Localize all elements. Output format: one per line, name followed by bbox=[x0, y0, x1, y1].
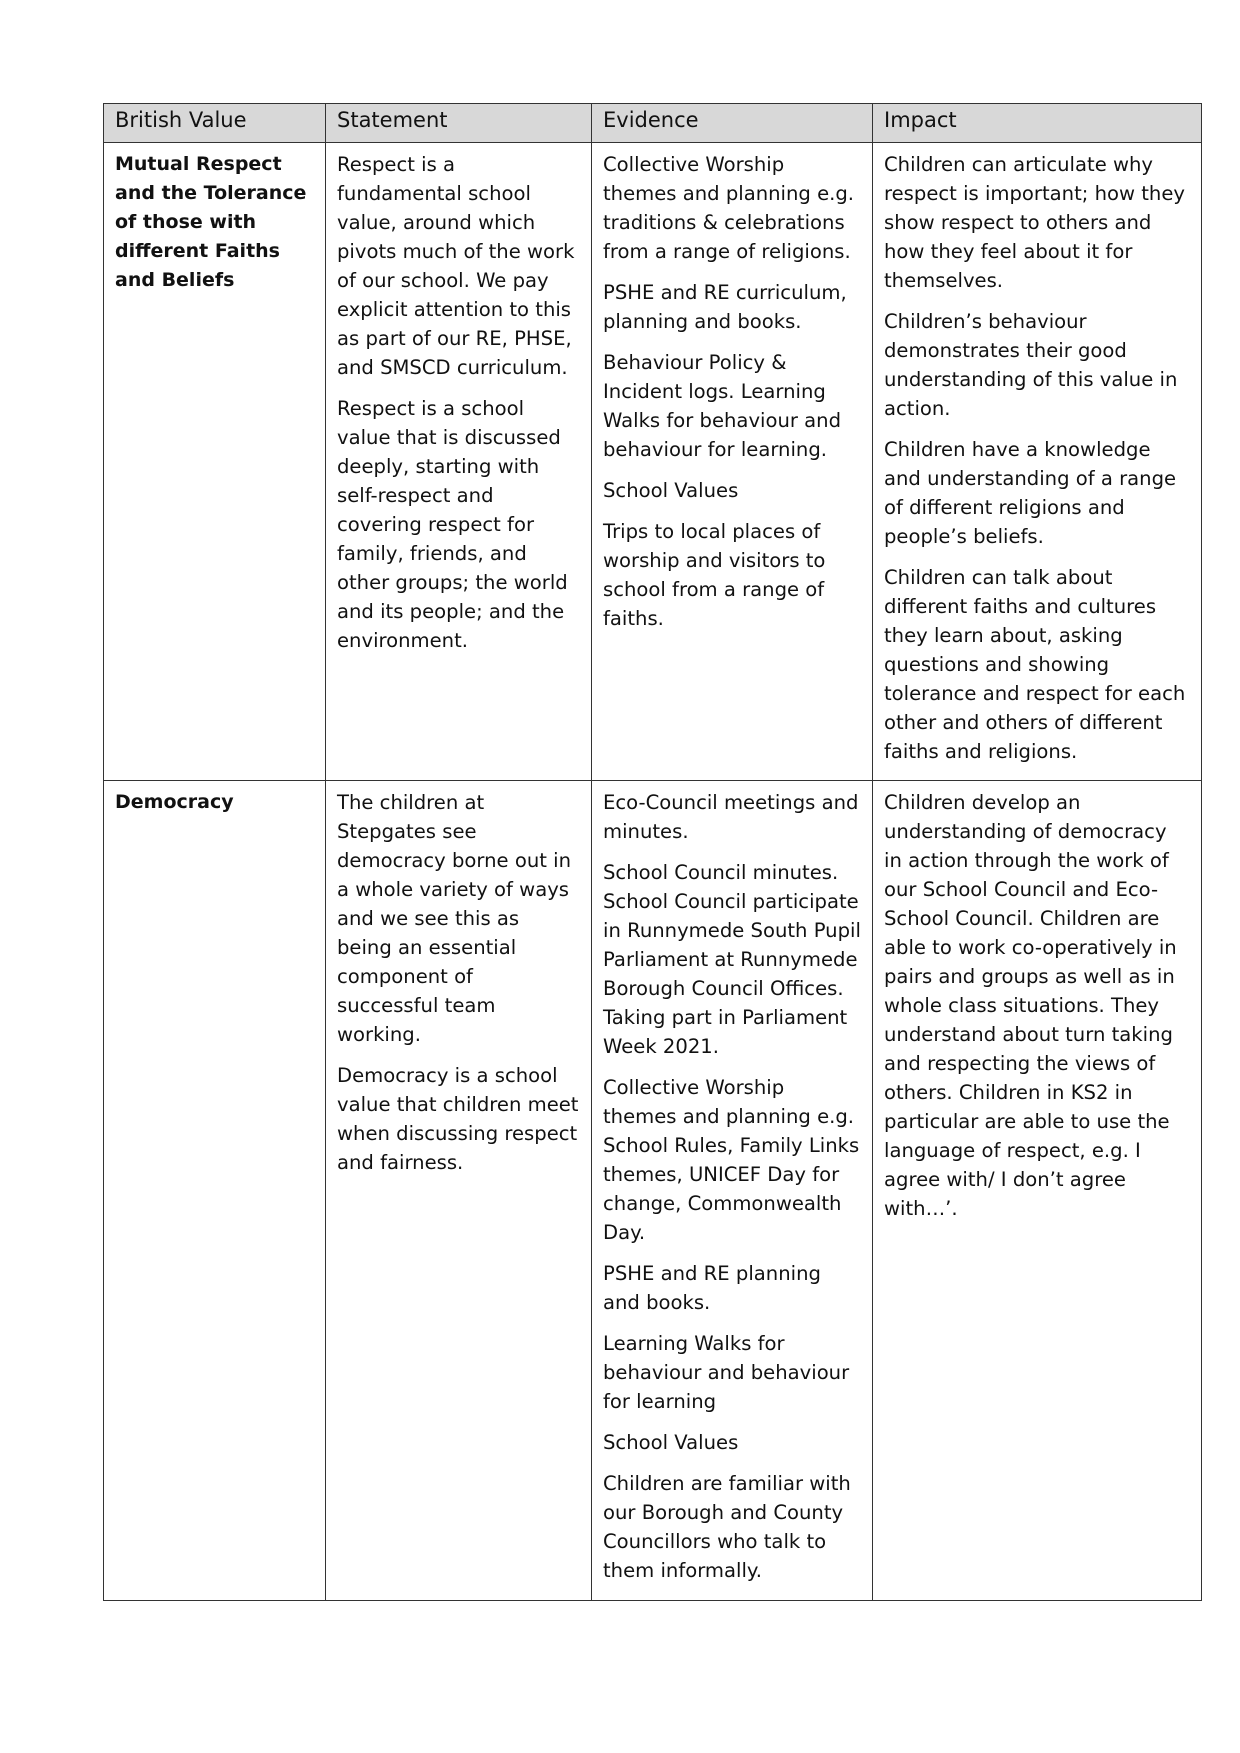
table-row bbox=[104, 143, 1202, 781]
evidence-cell bbox=[592, 143, 873, 781]
evidence-paragraph: Eco-Council meetings and minutes. bbox=[603, 791, 859, 843]
impact-paragraph: Children have a knowledge and understanding of a range of different religions and people’s beliefs. bbox=[884, 438, 1177, 548]
impact-paragraph: Children develop an understanding of democracy in action through the work of our School Council and Eco-School Council. Children are able to work co-operatively in pairs and groups as well as in whole class situations. They understand about turn taking and respecting the views of others. Children in KS2 in particular are able to use the language of respect, e.g. I agree with/ I don’t agree with…’. bbox=[884, 791, 1177, 1220]
statement-paragraph: Democracy is a school value that children meet when discussing respect and fairness. bbox=[337, 1064, 579, 1174]
impact-cell bbox=[873, 143, 1202, 781]
evidence-paragraph: Behaviour Policy & Incident logs. Learning Walks for behaviour and behaviour for learning. bbox=[603, 351, 842, 461]
evidence-paragraph: School Values bbox=[603, 479, 739, 502]
british-value-cell: Mutual Respect and the Tolerance of those with different Faiths and Beliefs bbox=[104, 143, 326, 781]
table-row bbox=[104, 781, 1202, 1601]
evidence-cell bbox=[592, 781, 873, 1601]
statement-paragraph: Respect is a fundamental school value, around which pivots much of the work of our school. We pay explicit attention to this as part of our RE, PHSE, and SMSCD curriculum. bbox=[337, 153, 575, 379]
statement-cell bbox=[326, 143, 592, 781]
header-evidence: Evidence bbox=[592, 104, 873, 143]
header-british-value: British Value bbox=[104, 104, 326, 143]
evidence-paragraph: Collective Worship themes and planning e.g. traditions & celebrations from a range of religions. bbox=[603, 153, 855, 263]
impact-cell bbox=[873, 781, 1202, 1601]
evidence-paragraph: Collective Worship themes and planning e.g. School Rules, Family Links themes, UNICEF Day for change, Commonwealth Day. bbox=[603, 1076, 860, 1244]
evidence-paragraph: PSHE and RE planning and books. bbox=[603, 1262, 821, 1314]
evidence-paragraph: Learning Walks for behaviour and behaviour for learning bbox=[603, 1332, 850, 1413]
table-header-row bbox=[104, 104, 1202, 143]
british-value-cell: Democracy bbox=[104, 781, 326, 1601]
evidence-paragraph: School Council minutes. School Council participate in Runnymede South Pupil Parliament at Runnymede Borough Council Offices. Taking part in Parliament Week 2021. bbox=[603, 861, 861, 1058]
statement-cell bbox=[326, 781, 592, 1601]
evidence-paragraph: PSHE and RE curriculum, planning and books. bbox=[603, 281, 847, 333]
header-impact: Impact bbox=[873, 104, 1202, 143]
evidence-paragraph: Trips to local places of worship and visitors to school from a range of faiths. bbox=[603, 520, 826, 630]
british-values-table bbox=[103, 103, 1202, 1601]
impact-paragraph: Children can talk about different faiths and cultures they learn about, asking questions and showing tolerance and respect for each other and others of different faiths and religions. bbox=[884, 566, 1186, 763]
header-statement: Statement bbox=[326, 104, 592, 143]
evidence-paragraph: School Values bbox=[603, 1431, 739, 1454]
impact-paragraph: Children’s behaviour demonstrates their good understanding of this value in action. bbox=[884, 310, 1178, 420]
statement-paragraph: The children at Stepgates see democracy borne out in a whole variety of ways and we see this as being an essential component of successful team working. bbox=[337, 791, 572, 1046]
statement-paragraph: Respect is a school value that is discussed deeply, starting with self-respect and covering respect for family, friends, and other groups; the world and its people; and the environment. bbox=[337, 397, 568, 652]
evidence-paragraph: Children are familiar with our Borough and County Councillors who talk to them informally. bbox=[603, 1472, 851, 1582]
impact-paragraph: Children can articulate why respect is important; how they show respect to others and how they feel about it for themselves. bbox=[884, 153, 1185, 292]
